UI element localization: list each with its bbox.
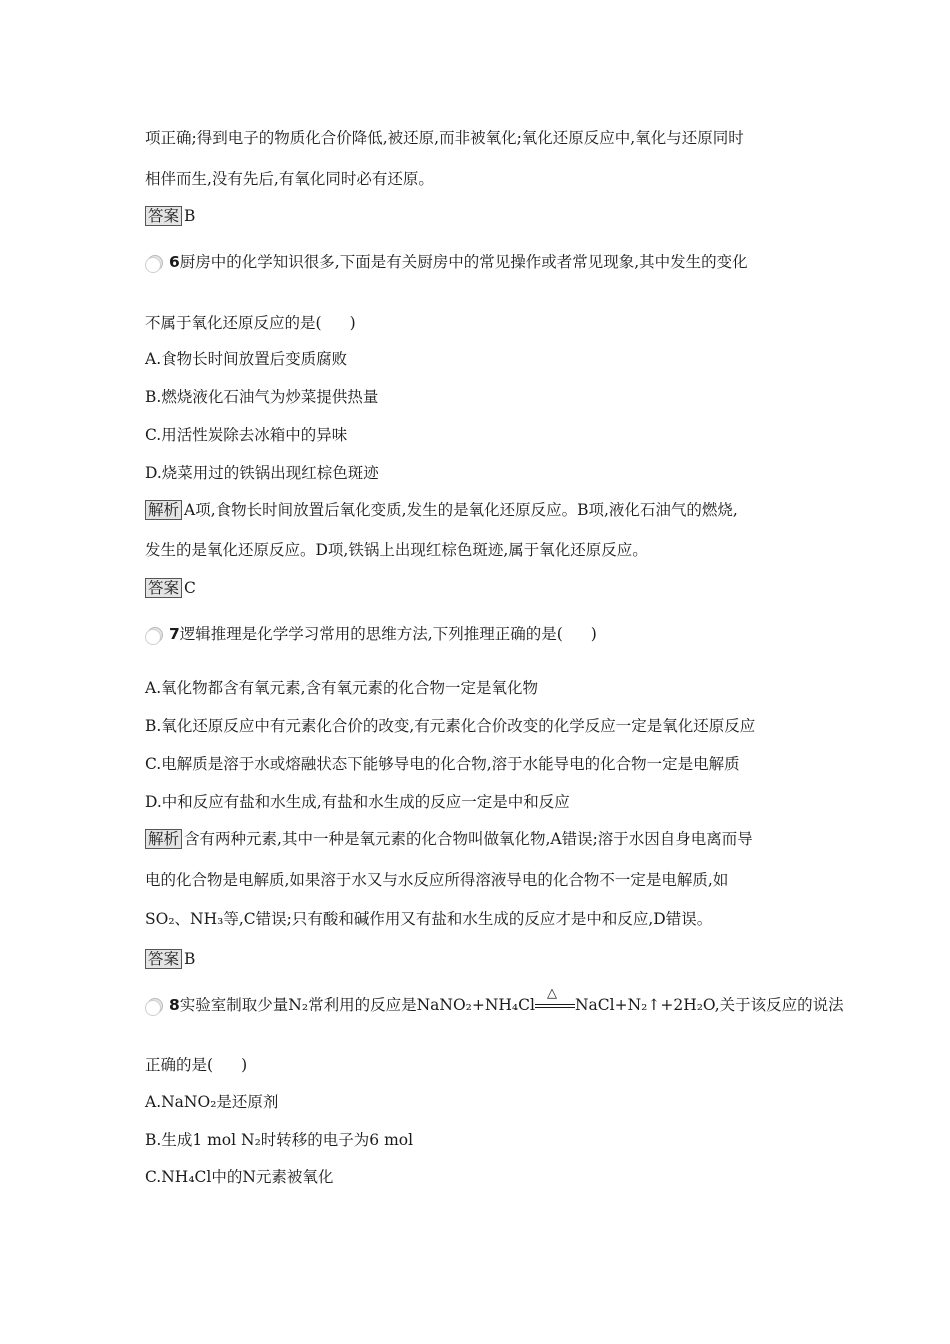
q8-stem-text-a: 实验室制取少量N₂常利用的反应是NaNO₂+NH₄Cl	[179, 996, 535, 1014]
analysis-tag: 解析	[145, 829, 182, 849]
question-marker-icon	[145, 627, 167, 643]
q6-stem-paren-close: )	[349, 314, 356, 332]
q7-stem-text: 逻辑推理是化学学习常用的思维方法,下列推理正确的是(	[179, 625, 563, 643]
q6-analysis-line-1	[145, 499, 825, 521]
question-marker-icon	[145, 998, 167, 1014]
q7-stem-paren-close: )	[590, 625, 597, 643]
answer-value: B	[184, 950, 196, 968]
q8-stem-text-b: NaCl+N₂↑+2H₂O,关于该反应的说法	[574, 996, 844, 1014]
q8-option-a: A.NaNO₂是还原剂	[145, 1093, 279, 1111]
q5-explanation-line-2: 相伴而生,没有先后,有氧化同时必有还原。	[145, 170, 434, 188]
question-number: 7	[169, 625, 180, 643]
answer-tag: 答案	[145, 206, 182, 226]
answer-tag: 答案	[145, 578, 182, 598]
q6-option-d: D.烧菜用过的铁锅出现红棕色斑迹	[145, 464, 379, 482]
q6-stem-line-1	[145, 251, 825, 273]
question-marker-icon	[145, 255, 167, 271]
analysis-tag: 解析	[145, 500, 182, 520]
q7-answer	[145, 948, 825, 970]
q7-option-c: C.电解质是溶于水或熔融状态下能够导电的化合物,溶于水能导电的化合物一定是电解质	[145, 755, 740, 773]
analysis-text: A项,食物长时间放置后氧化变质,发生的是氧化还原反应。B项,液化石油气的燃烧,	[184, 501, 738, 519]
q8-stem-text-2: 正确的是(	[145, 1056, 214, 1074]
q6-answer	[145, 577, 825, 599]
heating-equals-arrow-icon	[535, 986, 575, 1013]
question-number: 6	[169, 253, 180, 271]
q7-option-d: D.中和反应有盐和水生成,有盐和水生成的反应一定是中和反应	[145, 793, 570, 811]
heat-triangle-icon: △	[546, 986, 557, 1001]
q6-option-b: B.燃烧液化石油气为炒菜提供热量	[145, 388, 379, 406]
q8-stem-paren-close: )	[241, 1056, 248, 1074]
q6-option-c: C.用活性炭除去冰箱中的异味	[145, 426, 348, 444]
q7-option-b: B.氧化还原反应中有元素化合价的改变,有元素化合价改变的化学反应一定是氧化还原反应	[145, 717, 756, 735]
q6-stem-text-2: 不属于氧化还原反应的是(	[145, 314, 322, 332]
q6-stem-line-2	[145, 312, 825, 334]
q8-option-b: B.生成1 mol N₂时转移的电子为6 mol	[145, 1131, 414, 1149]
analysis-text: 含有两种元素,其中一种是氧元素的化合物叫做氧化物,A错误;溶于水因自身电离而导	[184, 830, 753, 848]
q5-answer	[145, 205, 825, 227]
q7-analysis-line-1	[145, 828, 825, 850]
q8-stem-line-1	[145, 986, 844, 1016]
q7-analysis-line-2: 电的化合物是电解质,如果溶于水又与水反应所得溶液导电的化合物不一定是电解质,如	[145, 871, 729, 889]
q6-analysis-line-2: 发生的是氧化还原反应。D项,铁锅上出现红棕色斑迹,属于氧化还原反应。	[145, 541, 648, 559]
question-number: 8	[169, 996, 180, 1014]
q7-analysis-line-3: SO₂、NH₃等,C错误;只有酸和碱作用又有盐和水生成的反应才是中和反应,D错误。	[145, 910, 713, 928]
q7-option-a: A.氧化物都含有氧元素,含有氧元素的化合物一定是氧化物	[145, 679, 539, 697]
q8-stem-line-2	[145, 1054, 825, 1076]
q6-option-a: A.食物长时间放置后变质腐败	[145, 350, 348, 368]
answer-value: B	[184, 207, 196, 225]
q8-option-c: C.NH₄Cl中的N元素被氧化	[145, 1168, 334, 1186]
q5-explanation-line-1: 项正确;得到电子的物质化合价降低,被还原,而非被氧化;氧化还原反应中,氧化与还原同时	[145, 129, 744, 147]
q7-stem-line-1	[145, 623, 825, 645]
q6-stem-text: 厨房中的化学知识很多,下面是有关厨房中的常见操作或者常见现象,其中发生的变化	[179, 253, 748, 271]
answer-tag: 答案	[145, 949, 182, 969]
answer-value: C	[184, 579, 196, 597]
